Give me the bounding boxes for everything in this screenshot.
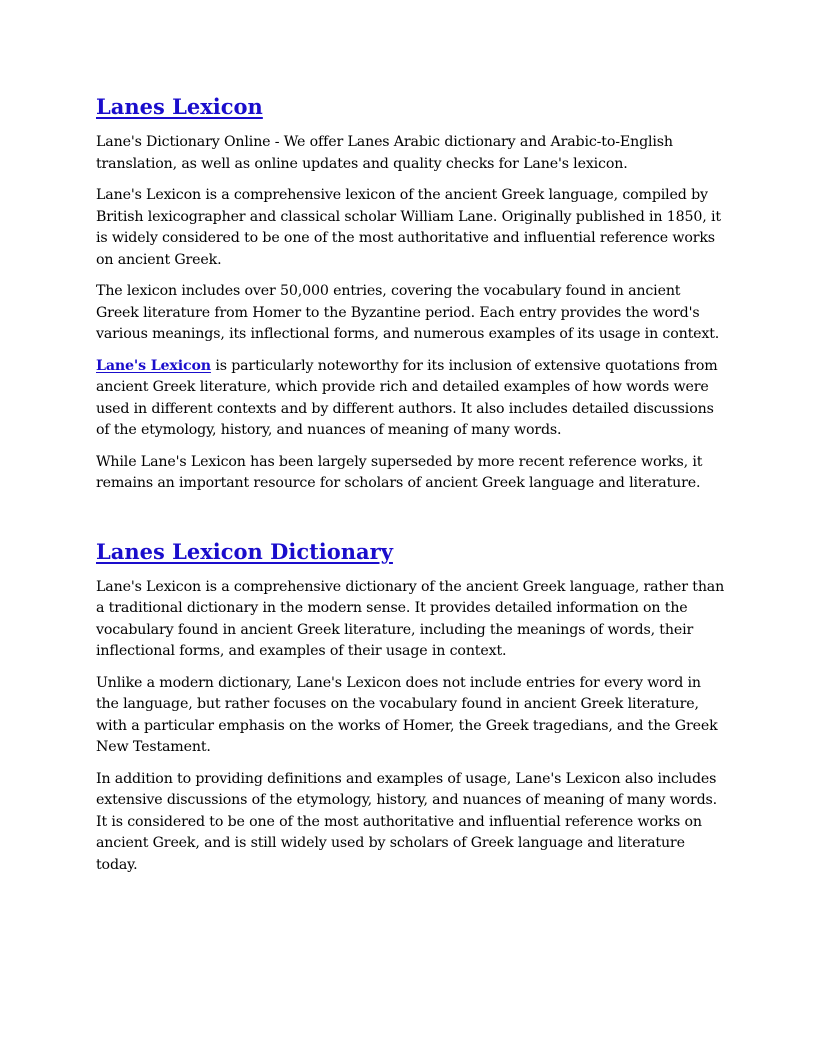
section-spacer	[96, 505, 726, 537]
paragraph-etymology: In addition to providing definitions and examples of usage, Lane's Lexicon also includes extensive discussions of the etymology, history, and nuances of meaning of many words. It is considered to be one of the most authoritative and influential reference works on ancient Greek, and is still widely used by scholars of Greek language and literature today.	[96, 770, 718, 873]
section-lanes-lexicon	[96, 92, 726, 495]
paragraph-dictionary-intro: Lane's Lexicon is a comprehensive dictionary of the ancient Greek language, rather than a traditional dictionary in the modern sense. It provides detailed information on the vocabulary found in ancient Greek literature, including the meanings of words, their inflectional forms, and examples of their usage in context.	[96, 578, 725, 659]
paragraph-overview: Lane's Lexicon is a comprehensive lexicon of the ancient Greek language, compiled by British lexicographer and classical scholar William Lane. Originally published in 1850, it is widely considered to be one of the most authoritative and influential reference works on ancient Greek.	[96, 187, 721, 268]
document-page	[96, 92, 726, 886]
heading-link-lanes-lexicon[interactable]: Lanes Lexicon	[96, 94, 263, 119]
section-title-lanes-lexicon-dictionary	[96, 537, 726, 567]
paragraph-modern-dictionary: Unlike a modern dictionary, Lane's Lexicon does not include entries for every word in the language, but rather focuses on the vocabulary found in ancient Greek literature, with a particular emphasis on the works of Homer, the Greek tragedians, and the Greek New Testament.	[96, 674, 718, 755]
section-lanes-lexicon-dictionary	[96, 537, 726, 877]
section-title-lanes-lexicon	[96, 92, 726, 122]
paragraph-intro: Lane's Dictionary Online - We offer Lanes Arabic dictionary and Arabic-to-English translation, as well as online updates and quality checks for Lane's lexicon.	[96, 134, 673, 172]
paragraph-quotations	[96, 356, 726, 442]
inline-link-lanes-lexicon[interactable]: Lane's Lexicon	[96, 357, 211, 374]
heading-link-lanes-lexicon-dictionary[interactable]: Lanes Lexicon Dictionary	[96, 538, 393, 564]
paragraph-entries: The lexicon includes over 50,000 entries, covering the vocabulary found in ancient Greek literature from Homer to the Byzantine period. Each entry provides the word's various meanings, its inflectional forms, and numerous examples of its usage in context.	[96, 283, 720, 342]
paragraph-superseded: While Lane's Lexicon has been largely superseded by more recent reference works, it remains an important resource for scholars of ancient Greek language and literature.	[96, 453, 703, 491]
paragraph-quotations-text: is particularly noteworthy for its inclusion of extensive quotations from ancient Greek literature, which provide rich and detailed examples of how words were used in different contexts and by different authors. It also includes detailed discussions of the etymology, history, and nuances of meaning of many words.	[96, 357, 718, 438]
